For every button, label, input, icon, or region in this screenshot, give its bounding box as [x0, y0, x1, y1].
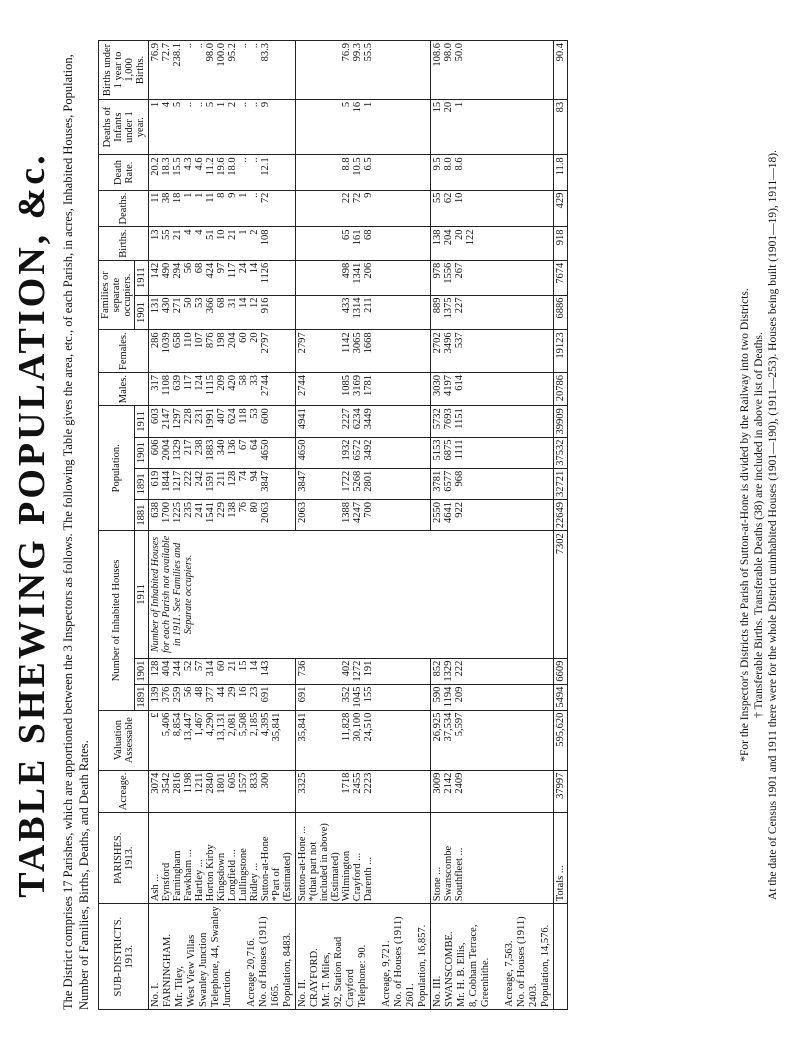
females-cell: 286 1039 658 110 107 876 198 204 60 20 2797 [149, 330, 296, 373]
pop-1911-cell: 603 2147 1297 228 231 1991 407 624 118 53 600 [149, 406, 296, 437]
col-pop-1901: 1901 [135, 437, 149, 468]
pop-1881-cell: 2550 4641 922 [431, 500, 554, 531]
col-population: Population. [99, 406, 135, 531]
footnotes [738, 40, 780, 1010]
page-title: TABLE SHEWING POPULATION, &c. [11, 152, 53, 898]
total-births: 918 [554, 227, 568, 260]
col-deaths: Deaths. [99, 190, 149, 227]
fam-1901-cell: 433 1314 211 [296, 295, 431, 330]
col-fam-1911: 1911 [135, 260, 149, 295]
table-row [431, 41, 554, 1010]
infant-rate-cell: 108.6 98.0 50.0 [431, 41, 554, 100]
fam-1901-cell: 889 1375 227 [431, 295, 554, 330]
infant-rate-cell: 76.9 99.3 55.5 [296, 41, 431, 100]
acreage-cell: 3325 1718 2455 2223 [296, 770, 431, 813]
totals-row [554, 41, 568, 1010]
valuation-cell: £ 5,406 8,854 13,447 1,467 4,290 13,131 2,081 5,508 2,185 4,395 35,841 [149, 710, 296, 770]
total-fam-1911: 7674 [554, 260, 568, 295]
acreage-cell: 3074 3542 2816 1198 1211 2840 1801 605 1557 833 300 [149, 770, 296, 813]
births-cell: 13 55 21 4 4 51 10 21 1 2 108 [149, 227, 296, 260]
total-pop-1901: 37532 [554, 437, 568, 468]
parish-list: Sutton-at-Hone ... *(that part not included in above) (Estimated) Wilmington Crayford ... Darenth ... [296, 813, 431, 904]
pop-1911-cell: 4941 2227 6234 3449 [296, 406, 431, 437]
col-houses-1891: 1891 [135, 684, 149, 710]
deaths-cell: 55 62 10 [431, 190, 554, 227]
total-deaths-infants: 83 [554, 99, 568, 154]
total-pop-1881: 22649 [554, 500, 568, 531]
deaths-infants-cell: 5 16 1 [296, 99, 431, 154]
col-pop-1891: 1891 [135, 468, 149, 499]
deaths-infants-cell: 1 4 5 .. .. 5 1 2 .. .. 9 [149, 99, 296, 154]
sub-district-cell: No. I. FARNINGHAM. Mr. Tiley, West View Villas Swanley Junction Telephone, 44, Swanley Junction. Acreage 20,716. No. of Houses (1911) 1665. Population, 8483. [149, 904, 296, 1010]
females-cell: 2797 1142 3065 1668 [296, 330, 431, 373]
births-cell: 138 204 20 122 [431, 227, 554, 260]
pop-1891-cell: 3847 1722 5268 2801 [296, 468, 431, 499]
col-houses: Number of Inhabited Houses [99, 531, 135, 710]
col-fam-1901: 1901 [135, 295, 149, 330]
col-houses-1911: 1911 [135, 531, 149, 658]
pop-1891-cell: 3781 6577 968 [431, 468, 554, 499]
total-houses-1911: 7302 [554, 531, 568, 658]
total-houses-1891: 5494 [554, 684, 568, 710]
houses-1901-cell: 852 1329 222 [431, 658, 554, 684]
sub-district-cell: No. III. SWANSCOMBE. Mr. H. B. Ellis, 8, Cobham Terrace, Greenhithe. Acreage, 7,563. No. of Houses (1911) 2403. Population, 14,576. [431, 904, 554, 1010]
table-row [149, 41, 296, 1010]
pop-1881-cell: 638 1700 1225 235 241 1541 229 138 76 80 2063 [149, 500, 296, 531]
col-pop-1881: 1881 [135, 500, 149, 531]
total-pop-1911: 39909 [554, 406, 568, 437]
totals-label: Totals ... [554, 813, 568, 904]
col-males: Males. [99, 372, 149, 405]
infant-rate-cell: 76.9 72.7 238.1 .. .. 98.0 100.0 95.2 .. .. 83.3 [149, 41, 296, 100]
population-table [98, 40, 568, 1010]
houses-1901-cell: 736 402 1272 191 [296, 658, 431, 684]
pop-1911-cell: 5732 7693 1151 [431, 406, 554, 437]
footnote-2: † Transferable Births. Transferable Deaths (38) are included in above list of Deaths. [753, 332, 765, 718]
table-row [296, 41, 431, 1010]
pop-1891-cell: 619 1844 1217 222 242 1591 211 128 74 94 3847 [149, 468, 296, 499]
valuation-cell: 35,841 11,828 30,100 24,510 [296, 710, 431, 770]
parish-list: Stone ... Swanscombe Southfleet ... [431, 813, 554, 904]
total-houses-1901: 6609 [554, 658, 568, 684]
col-pop-1911: 1911 [135, 406, 149, 437]
total-males: 20786 [554, 372, 568, 405]
males-cell: 2744 1085 3169 1781 [296, 372, 431, 405]
total-females: 19123 [554, 330, 568, 373]
houses-1891-cell: 691 352 1045 155 [296, 684, 431, 710]
footnote-1: *For the Inspector's Districts the Parish of Sutton-at-Hone is divided by the Railway into two Districts. [739, 288, 751, 762]
houses-1891-cell: 139 376 259 56 48 377 44 29 16 23 691 [149, 684, 296, 710]
fam-1911-cell: 142 490 294 56 68 424 97 117 24 14 1126 [149, 260, 296, 295]
houses-1891-cell: 590 1194 209 [431, 684, 554, 710]
total-acreage: 37997 [554, 770, 568, 813]
sub-district-cell: No. II. CRAYFORD. Mr. T. Miles, 92, Station Road Crayford Telephone: 90. Acreage, 9,721. No. of Houses (1911) 2601. Population, 16,857. [296, 904, 431, 1010]
col-families: Families or separate occupiers. [99, 260, 135, 330]
col-sub-districts: SUB-DISTRICTS. 1913. [99, 904, 149, 1010]
births-cell: 65 161 68 [296, 227, 431, 260]
intro-text: The District comprises 17 Parishes, which are apportioned between the 3 Inspectors as follows. The following Table gives the area, etc., of each Parish, in acres, Inhabited Houses, Population, Number of Families, Births, Deaths, and Death Rates. [61, 54, 91, 1010]
col-deaths-infants: Deaths of Infants under 1 year. [99, 99, 149, 154]
pop-1881-cell: 2063 1388 4247 700 [296, 500, 431, 531]
houses-1911-note: Number of Inhabited Houses for each Parish not available in 1911. See Families and Separate occupiers. [149, 531, 554, 658]
col-births: Births. [99, 227, 149, 260]
acreage-cell: 3009 2142 2409 [431, 770, 554, 813]
col-parishes: PARISHES. 1913. [99, 813, 149, 904]
valuation-cell: 26,925 37,534 5,597 [431, 710, 554, 770]
total-infant-rate: 90.4 [554, 41, 568, 100]
pop-1901-cell: 606 2004 1329 217 238 1883 340 136 67 64 4650 [149, 437, 296, 468]
pop-1901-cell: 5153 6875 1111 [431, 437, 554, 468]
deaths-cell: 22 72 9 [296, 190, 431, 227]
totals-spacer [554, 904, 568, 1010]
col-death-rate: Death Rate. [99, 155, 149, 190]
col-females: Females. [99, 330, 149, 373]
females-cell: 2702 3496 537 [431, 330, 554, 373]
total-deaths: 429 [554, 190, 568, 227]
males-cell: 3030 4197 614 [431, 372, 554, 405]
total-fam-1901: 6886 [554, 295, 568, 330]
total-death-rate: 11.8 [554, 155, 568, 190]
parish-list: Ash ... Eynsford Farningham Fawkham ... Hartley ... Horton Kirby Kingsdown Longfield ... Lullingstone Ridley ... Sutton-at-Hone *Part of (Estimated) [149, 813, 296, 904]
deaths-infants-cell: 15 20 1 [431, 99, 554, 154]
deaths-cell: 11 38 18 1 1 11 8 9 1 .. 72 [149, 190, 296, 227]
pop-1901-cell: 4650 1932 6572 3492 [296, 437, 431, 468]
total-pop-1891: 32721 [554, 468, 568, 499]
males-cell: 317 1108 639 117 124 1115 209 420 58 33 2744 [149, 372, 296, 405]
houses-1901-cell: 128 404 244 52 57 314 60 21 15 14 143 [149, 658, 296, 684]
fam-1911-cell: 498 1341 206 [296, 260, 431, 295]
fam-1901-cell: 131 430 271 50 53 366 68 31 14 12 916 [149, 295, 296, 330]
total-valuation: 595,620 [554, 710, 568, 770]
col-valuation: Valuation Assessable [99, 710, 149, 770]
fam-1911-cell: 978 1556 267 [431, 260, 554, 295]
death-rate-cell: 8.8 10.5 6.5 [296, 155, 431, 190]
col-houses-1901: 1901 [135, 658, 149, 684]
death-rate-cell: 9.5 8.0 8.6 [431, 155, 554, 190]
col-infant-rate: Births under 1 year to 1,000 Births. [99, 41, 149, 100]
death-rate-cell: 20.2 18.3 15.5 4.3 4.6 11.2 19.6 18.0 .. .. 12.1 [149, 155, 296, 190]
col-acreage: Acreage. [99, 770, 149, 813]
footnote-3: At the date of Census 1901 and 1911 there were for the whole District uninhabited Houses (1901—190), (1911—253). Houses being built (1901—19), 1911—18). [767, 150, 779, 900]
